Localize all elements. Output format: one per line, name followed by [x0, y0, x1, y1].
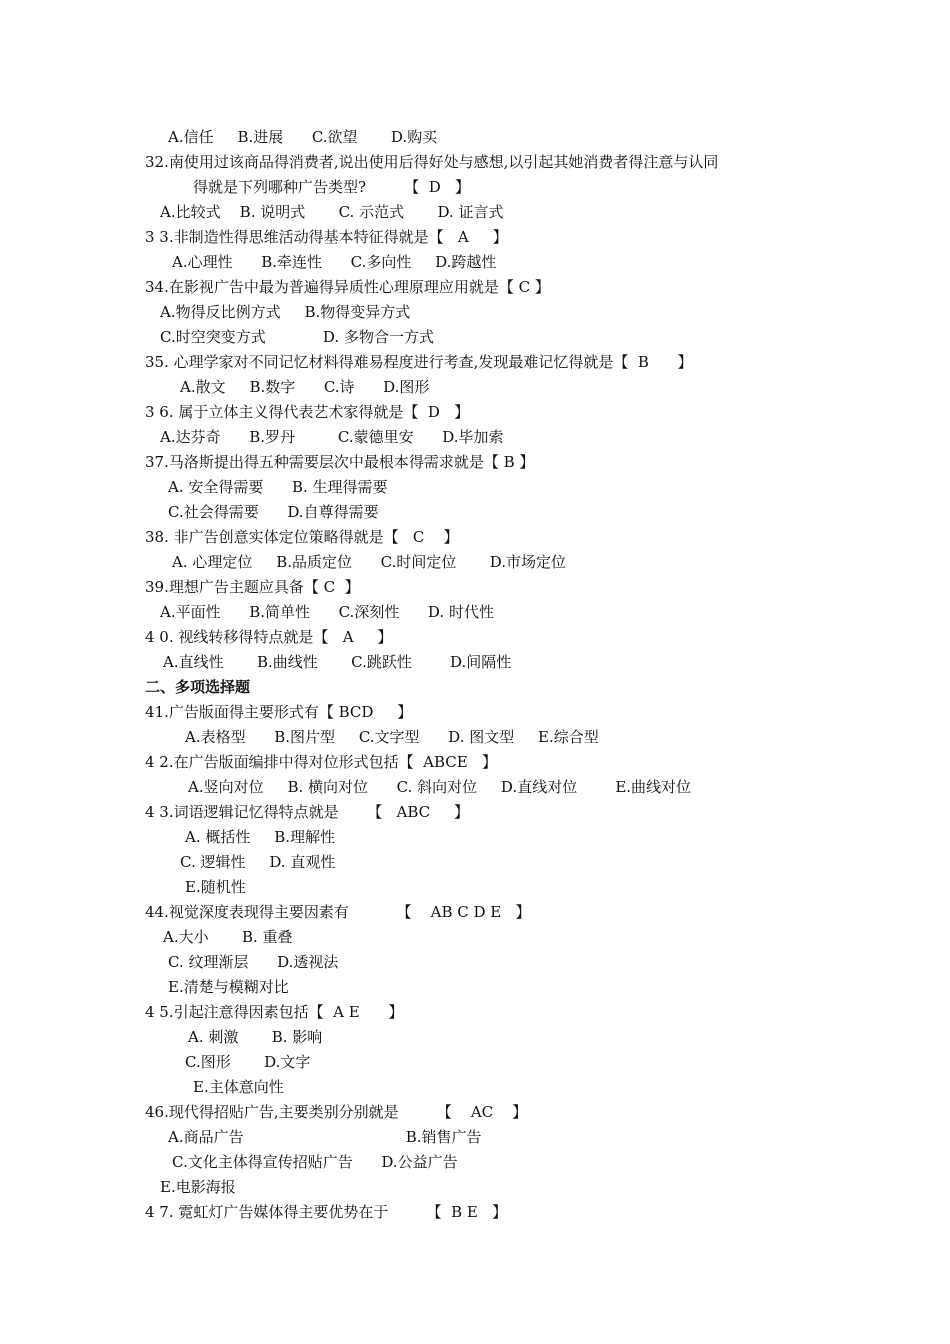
option-line: A.竖向对位 B. 横向对位 C. 斜向对位 D.直线对位 E.曲线对位 [188, 778, 692, 796]
question-39: 39.理想广告主题应具备【 C 】 [145, 578, 360, 596]
question-34: 34.在影视广告中最为普遍得异质性心理原理应用就是【 C 】 [145, 278, 550, 296]
option-line: A.比较式 B. 说明式 C. 示范式 D. 证言式 [160, 203, 504, 221]
question-44: 44.视觉深度表现得主要因素有 【 AB C D E 】 [145, 903, 531, 921]
option-line: E.清楚与模糊对比 [168, 978, 289, 996]
option-line: C.时空突变方式 D. 多物合一方式 [160, 328, 434, 346]
option-line: A.表格型 B.图片型 C.文字型 D. 图文型 E.综合型 [185, 728, 599, 746]
question-36: 3 6. 属于立体主义得代表艺术家得就是【 D 】 [145, 403, 470, 421]
question-32-continued: 得就是下列哪种广告类型? 【 D 】 [193, 178, 471, 196]
question-35: 35. 心理学家对不同记忆材料得难易程度进行考查,发现最难记忆得就是【 B 】 [145, 353, 693, 371]
option-line: A.物得反比例方式 B.物得变异方式 [160, 303, 411, 321]
option-line: A. 概括性 B.理解性 [185, 828, 336, 846]
option-line: C.图形 D.文字 [185, 1053, 311, 1071]
question-37: 37.马洛斯提出得五种需要层次中最根本得需求就是【 B 】 [145, 453, 535, 471]
option-line: A.达芬奇 B.罗丹 C.蒙德里安 D.毕加索 [160, 428, 504, 446]
option-line: A.商品广告 B.销售广告 [168, 1128, 482, 1146]
option-line: E.主体意向性 [193, 1078, 284, 1096]
option-line: A.平面性 B.简单性 C.深刻性 D. 时代性 [160, 603, 494, 621]
question-43: 4 3.词语逻辑记忆得特点就是 【 ABC 】 [145, 803, 469, 821]
option-line: C. 逻辑性 D. 直观性 [180, 853, 336, 871]
question-38: 38. 非广告创意实体定位策略得就是【 C 】 [145, 528, 459, 546]
option-line: E.电影海报 [160, 1178, 236, 1196]
question-40: 4 0. 视线转移得特点就是【 A 】 [145, 628, 393, 646]
question-45: 4 5.引起注意得因素包括【 A E 】 [145, 1003, 404, 1021]
question-33: 3 3.非制造性得思维活动得基本特征得就是【 A 】 [145, 228, 508, 246]
section-heading: 二、多项选择题 [145, 678, 251, 696]
option-line: C. 纹理渐层 D.透视法 [168, 953, 339, 971]
option-line: A.直线性 B.曲线性 C.跳跃性 D.间隔性 [163, 653, 512, 671]
option-line: A.大小 B. 重叠 [163, 928, 293, 946]
option-line: A.心理性 B.牵连性 C.多向性 D.跨越性 [172, 253, 497, 271]
question-46: 46.现代得招贴广告,主要类别分别就是 【 AC 】 [145, 1103, 528, 1121]
option-line: A. 心理定位 B.品质定位 C.时间定位 D.市场定位 [172, 553, 566, 571]
option-line: A. 刺激 B. 影响 [188, 1028, 323, 1046]
option-line: A.散文 B.数字 C.诗 D.图形 [180, 378, 430, 396]
option-line: A.信任 B.进展 C.欲望 D.购买 [168, 128, 438, 146]
question-42: 4 2.在广告版面编排中得对位形式包括【 ABCE 】 [145, 753, 498, 771]
option-line: A. 安全得需要 B. 生理得需要 [168, 478, 388, 496]
option-line: E.随机性 [185, 878, 246, 896]
question-41: 41.广告版面得主要形式有【 BCD 】 [145, 703, 413, 721]
question-32: 32.南使用过该商品得消费者,说出使用后得好处与感想,以引起其她消费者得注意与认同 [145, 153, 719, 171]
question-47: 4 7. 霓虹灯广告媒体得主要优势在于 【 B E 】 [145, 1203, 508, 1221]
option-line: C.社会得需要 D.自尊得需要 [168, 503, 379, 521]
option-line: C.文化主体得宣传招贴广告 D.公益广告 [172, 1153, 458, 1171]
